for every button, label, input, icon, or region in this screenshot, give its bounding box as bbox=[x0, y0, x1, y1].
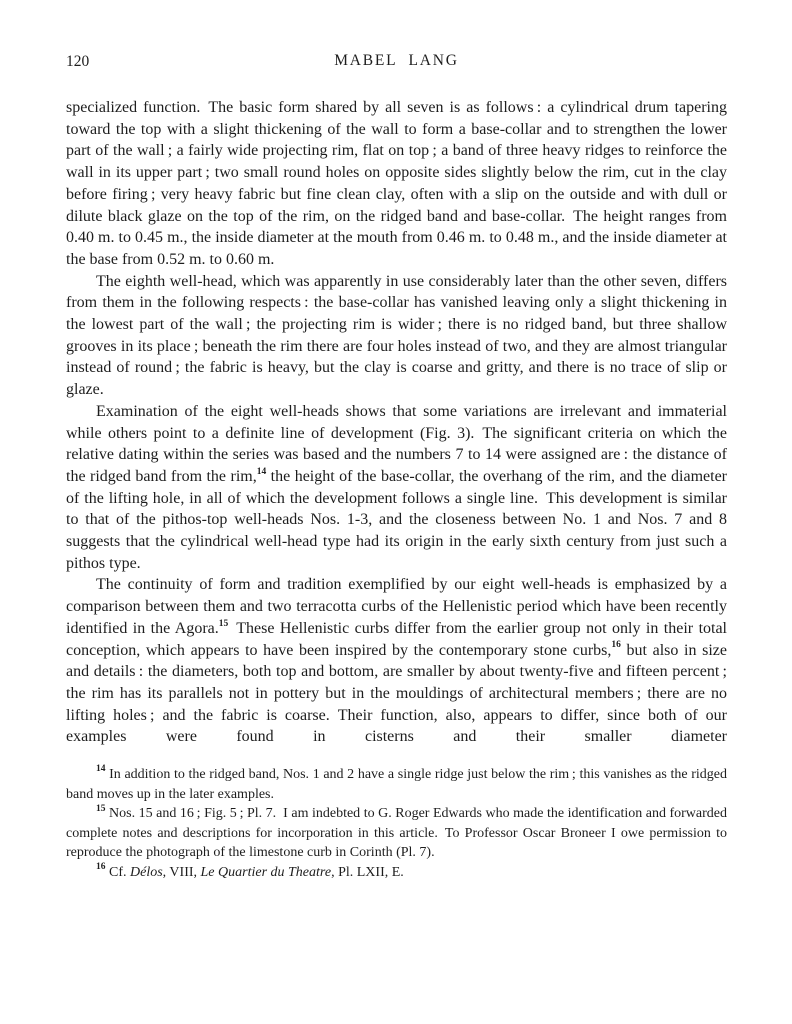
paragraph bbox=[66, 97, 727, 271]
footnote-marker: 16 bbox=[96, 862, 106, 873]
paragraph bbox=[66, 271, 727, 401]
text-run: Examination of the eight well-heads shows that some variations are irrelevant and immaterial while others point to a definite line of development (Fig. 3). The significant criteria on which the relative dating within the series was based and the numbers 7 to 14 were assigned are : the distance of the ridged band from the rim, bbox=[66, 402, 727, 485]
text-column bbox=[66, 0, 727, 883]
footnote-marker: 15 bbox=[96, 803, 106, 814]
text-run: The eighth well-head, which was apparently in use considerably later than the other seven, differs from them in the following respects : the base-collar has vanished leaving only a slight thickening in the lowest part of the wall ; the projecting rim is wider ; there is no ridged band, but three shallow grooves in its place ; beneath the rim there are four holes instead of two, and they are almost triangular instead of round ; the fabric is heavy, but the clay is coarse and gritty, and there is no trace of slip or glaze. bbox=[66, 272, 727, 399]
page-number: 120 bbox=[66, 53, 90, 70]
italic-text: Délos bbox=[130, 865, 163, 881]
running-title: MABEL LANG bbox=[334, 52, 459, 69]
italic-text: Le Quartier du Theatre bbox=[200, 865, 332, 881]
footnote bbox=[66, 863, 727, 883]
footnote-marker: 14 bbox=[96, 764, 106, 775]
footnotes bbox=[66, 765, 727, 883]
text-run: Cf. bbox=[105, 865, 130, 881]
text-run: These Hellenistic curbs differ from the earlier group not only in their total conception, which appears to have been inspired by the contemporary stone curbs, bbox=[66, 619, 728, 659]
text-run: the height of the base-collar, the overhang of the rim, and the diameter of the lifting hole, in all of which the development follows a single line. This development is similar to that of the pithos-top well-heads Nos. 1-3, and the closeness between No. 1 and Nos. 7 and 8 suggests that the cylindrical well-head type had its origin in the early sixth century from just such a pithos type. bbox=[66, 467, 727, 572]
text-run: , VIII, bbox=[162, 865, 201, 881]
page-header bbox=[66, 52, 727, 72]
paragraph bbox=[66, 401, 727, 575]
text-run: but also in size and details : the diameters, both top and bottom, are smaller by about twenty-five and fifteen percent ; the rim has its parallels not in pottery but in the mouldings of architectural members ; there are no lifting holes ; and the fabric is coarse. Their function, also, appears to differ, since both of our examples were found in cisterns and their smaller diameter bbox=[66, 641, 727, 746]
footnote bbox=[66, 765, 727, 804]
footnote-ref: 16 bbox=[611, 640, 621, 651]
footnote-ref: 14 bbox=[256, 466, 267, 477]
paragraph bbox=[66, 574, 727, 748]
footnote bbox=[66, 804, 727, 863]
text-run: Nos. 15 and 16 ; Fig. 5 ; Pl. 7. I am indebted to G. Roger Edwards who made the identification and forwarded complete notes and descriptions for incorporation in this article. To Professor Oscar Broneer I owe permission to reproduce the photograph of the limestone curb in Corinth (Pl. 7). bbox=[66, 806, 727, 861]
footnote-ref: 15 bbox=[218, 618, 229, 629]
text-run: In addition to the ridged band, Nos. 1 and 2 have a single ridge just below the rim ; this vanishes as the ridged band moves up in the later examples. bbox=[66, 767, 727, 802]
text-run: The continuity of form and tradition exemplified by our eight well-heads is emphasized by a comparison between them and two terracotta curbs of the Hellenistic period which have been recently identified in the Agora. bbox=[66, 576, 727, 637]
body-text bbox=[66, 97, 727, 748]
text-run: specialized function. The basic form shared by all seven is as follows : a cylindrical drum tapering toward the top with a slight thickening of the wall to form a base-collar and to strengthen the lower part of the wall ; a fairly wide projecting rim, flat on top ; a band of three heavy ridges to reinforce the wall in its upper part ; two small round holes on opposite sides slightly below the rim, cut in the clay before firing ; very heavy fabric but fine clean clay, often with a slip on the outside and with dull or dilute black glaze on the top of the rim, on the ridged band and base-collar. The height ranges from 0.40 m. to 0.45 m., the inside diameter at the mouth from 0.46 m. to 0.48 m., and the inside diameter at the base from 0.52 m. to 0.60 m. bbox=[66, 99, 727, 268]
text-run: , Pl. LXII, E. bbox=[331, 865, 404, 881]
